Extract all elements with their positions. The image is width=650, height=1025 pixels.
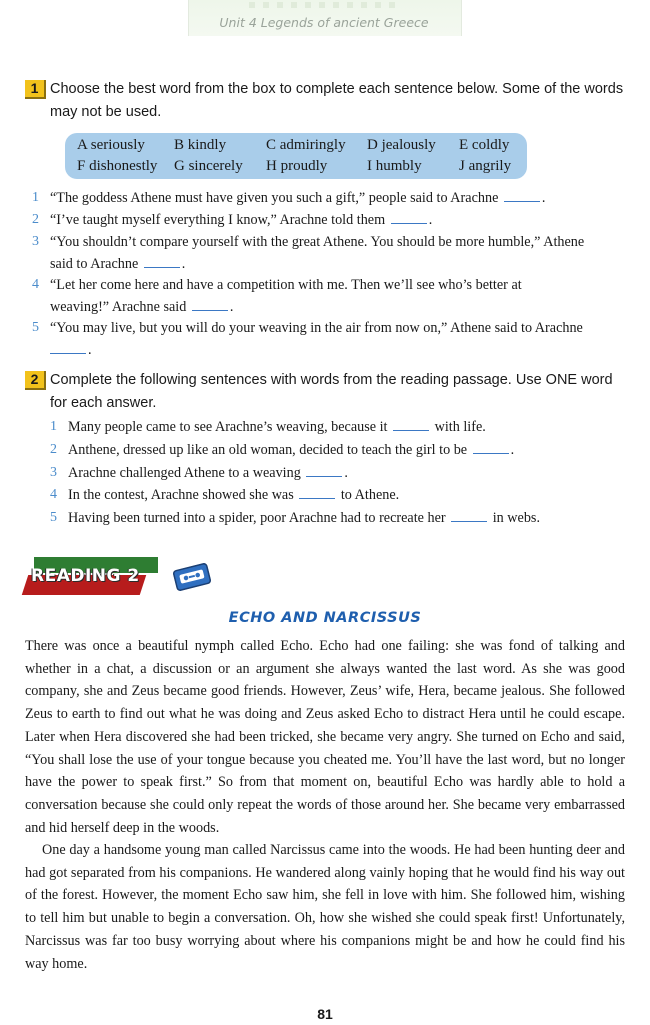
item-text: “Let her come here and have a competition with me. Then we’ll see who’s better at [50, 277, 522, 293]
word-option: D jealously [367, 137, 436, 153]
exercise-2-item [50, 416, 628, 438]
exercise-2-text: Complete the following sentences with words from the reading passage. Use ONE word for each answer. [50, 372, 613, 411]
answer-blank[interactable] [144, 255, 180, 268]
exercise-1-item [32, 187, 625, 209]
item-text: Arachne challenged Athene to a weaving [68, 465, 301, 481]
word-option: E coldly [459, 137, 510, 153]
item-text: said to Arachne [50, 256, 139, 272]
item-number: 1 [32, 190, 39, 205]
item-text: weaving!” Arachne said [50, 299, 187, 315]
answer-blank[interactable] [192, 298, 228, 311]
item-text: In the contest, Arachne showed she was [68, 487, 294, 503]
word-option: I humbly [367, 158, 422, 174]
item-number: 1 [50, 419, 57, 434]
exercise-1-item [32, 274, 625, 318]
exercise-1-item [32, 231, 625, 275]
word-option: J angrily [459, 158, 512, 174]
answer-blank[interactable] [451, 509, 487, 522]
page-number: 81 [317, 1006, 333, 1022]
cassette-icon[interactable] [172, 562, 212, 592]
item-number: 3 [32, 234, 39, 249]
reading-section-tag [25, 557, 158, 597]
item-text: “I’ve taught myself everything I know,” Arachne told them [50, 212, 386, 228]
answer-blank[interactable] [504, 189, 540, 202]
item-end: . [428, 212, 433, 228]
exercise-1-text: Choose the best word from the box to complete each sentence below. Some of the words may not be used. [50, 81, 624, 120]
answer-blank[interactable] [391, 211, 427, 224]
exercise-1-badge: 1 [25, 80, 46, 99]
exercise-1-instruction [25, 78, 625, 124]
reading-label: READING 2 [31, 566, 140, 586]
item-text: “You may live, but you will do your weaving in the air from now on,” Athene said to Arachne [50, 320, 583, 336]
item-number: 4 [32, 277, 39, 292]
item-text-after: to Athene. [340, 487, 400, 503]
answer-blank[interactable] [306, 464, 342, 477]
answer-blank[interactable] [299, 486, 335, 499]
item-number: 3 [50, 465, 57, 480]
item-text-after: . [510, 442, 515, 458]
exercise-2-badge: 2 [25, 371, 46, 390]
item-number: 2 [32, 212, 39, 227]
word-option: G sincerely [174, 158, 243, 174]
exercise-2-item [50, 507, 628, 529]
item-text: Having been turned into a spider, poor Arachne had to recreate her [68, 510, 446, 526]
exercise-2-item [50, 484, 628, 506]
exercise-1-item [32, 209, 625, 231]
word-option: F dishonestly [77, 158, 158, 174]
item-number: 2 [50, 442, 57, 457]
word-box [65, 133, 527, 179]
item-text: “The goddess Athene must have given you such a gift,” people said to Arachne [50, 190, 499, 206]
word-option: C admiringly [266, 137, 346, 153]
item-end: . [229, 299, 234, 315]
exercise-1-item [32, 317, 625, 361]
exercise-2-item [50, 462, 628, 484]
item-text: Anthene, dressed up like an old woman, decided to teach the girl to be [68, 442, 468, 458]
answer-blank[interactable] [50, 341, 86, 354]
story-paragraph: One day a handsome young man called Narcissus came into the woods. He had been hunting deer and had got separated from his companions. He wandered along vainly hoping that he would find his way out of the forest. However, the moment Echo saw him, she fell in love with him. She followed him, wishing to tell him but unable to begin a conversation. Oh, how she wished she could speak first! Unfortunately, Narcissus was far too busy worrying about where his companions might be and how he could find his way home. [25, 842, 625, 972]
word-option: A seriously [77, 137, 145, 153]
unit-title: Unit 4 Legends of ancient Greece [219, 15, 429, 30]
item-text-after: in webs. [492, 510, 540, 526]
answer-blank[interactable] [393, 418, 429, 431]
item-text: “You shouldn’t compare yourself with the great Athene. You should be more humble,” Athene [50, 234, 585, 250]
item-number: 5 [32, 320, 39, 335]
story-title: ECHO AND NARCISSUS [228, 610, 422, 626]
item-end: . [541, 190, 546, 206]
exercise-2-item [50, 439, 628, 461]
word-option: B kindly [174, 137, 227, 153]
story-paragraph: There was once a beautiful nymph called Echo. Echo had one failing: she was fond of talking and whether in a chat, a discussion or an argument she always wanted the last word. As she was good company, she and Zeus became good friends. However, Zeus’ wife, Hera, became jealous. She followed Zeus to earth to find out what he was doing and Zeus asked Echo to distract Hera until he could escape. Later when Hera discovered she had been tricked, she became very angry. She turned on Echo and said, “You shall lose the use of your tongue because you cheated me. You’ll have the last word, but no longer have the power to speak first.” So from that moment on, beautiful Echo was hardly able to hold a conversation because she could only repeat the words of those around her. She became very embarrassed and hid herself deep in the woods. [25, 638, 625, 836]
item-end: . [181, 256, 186, 272]
item-text-after: with life. [434, 419, 486, 435]
answer-blank[interactable] [473, 441, 509, 454]
word-option: H proudly [266, 158, 328, 174]
item-text-after: . [344, 465, 348, 481]
item-text: Many people came to see Arachne’s weaving, because it [68, 419, 388, 435]
item-end: . [88, 342, 92, 358]
item-number: 4 [50, 487, 57, 502]
item-number: 5 [50, 510, 57, 525]
exercise-2-instruction [25, 369, 625, 415]
